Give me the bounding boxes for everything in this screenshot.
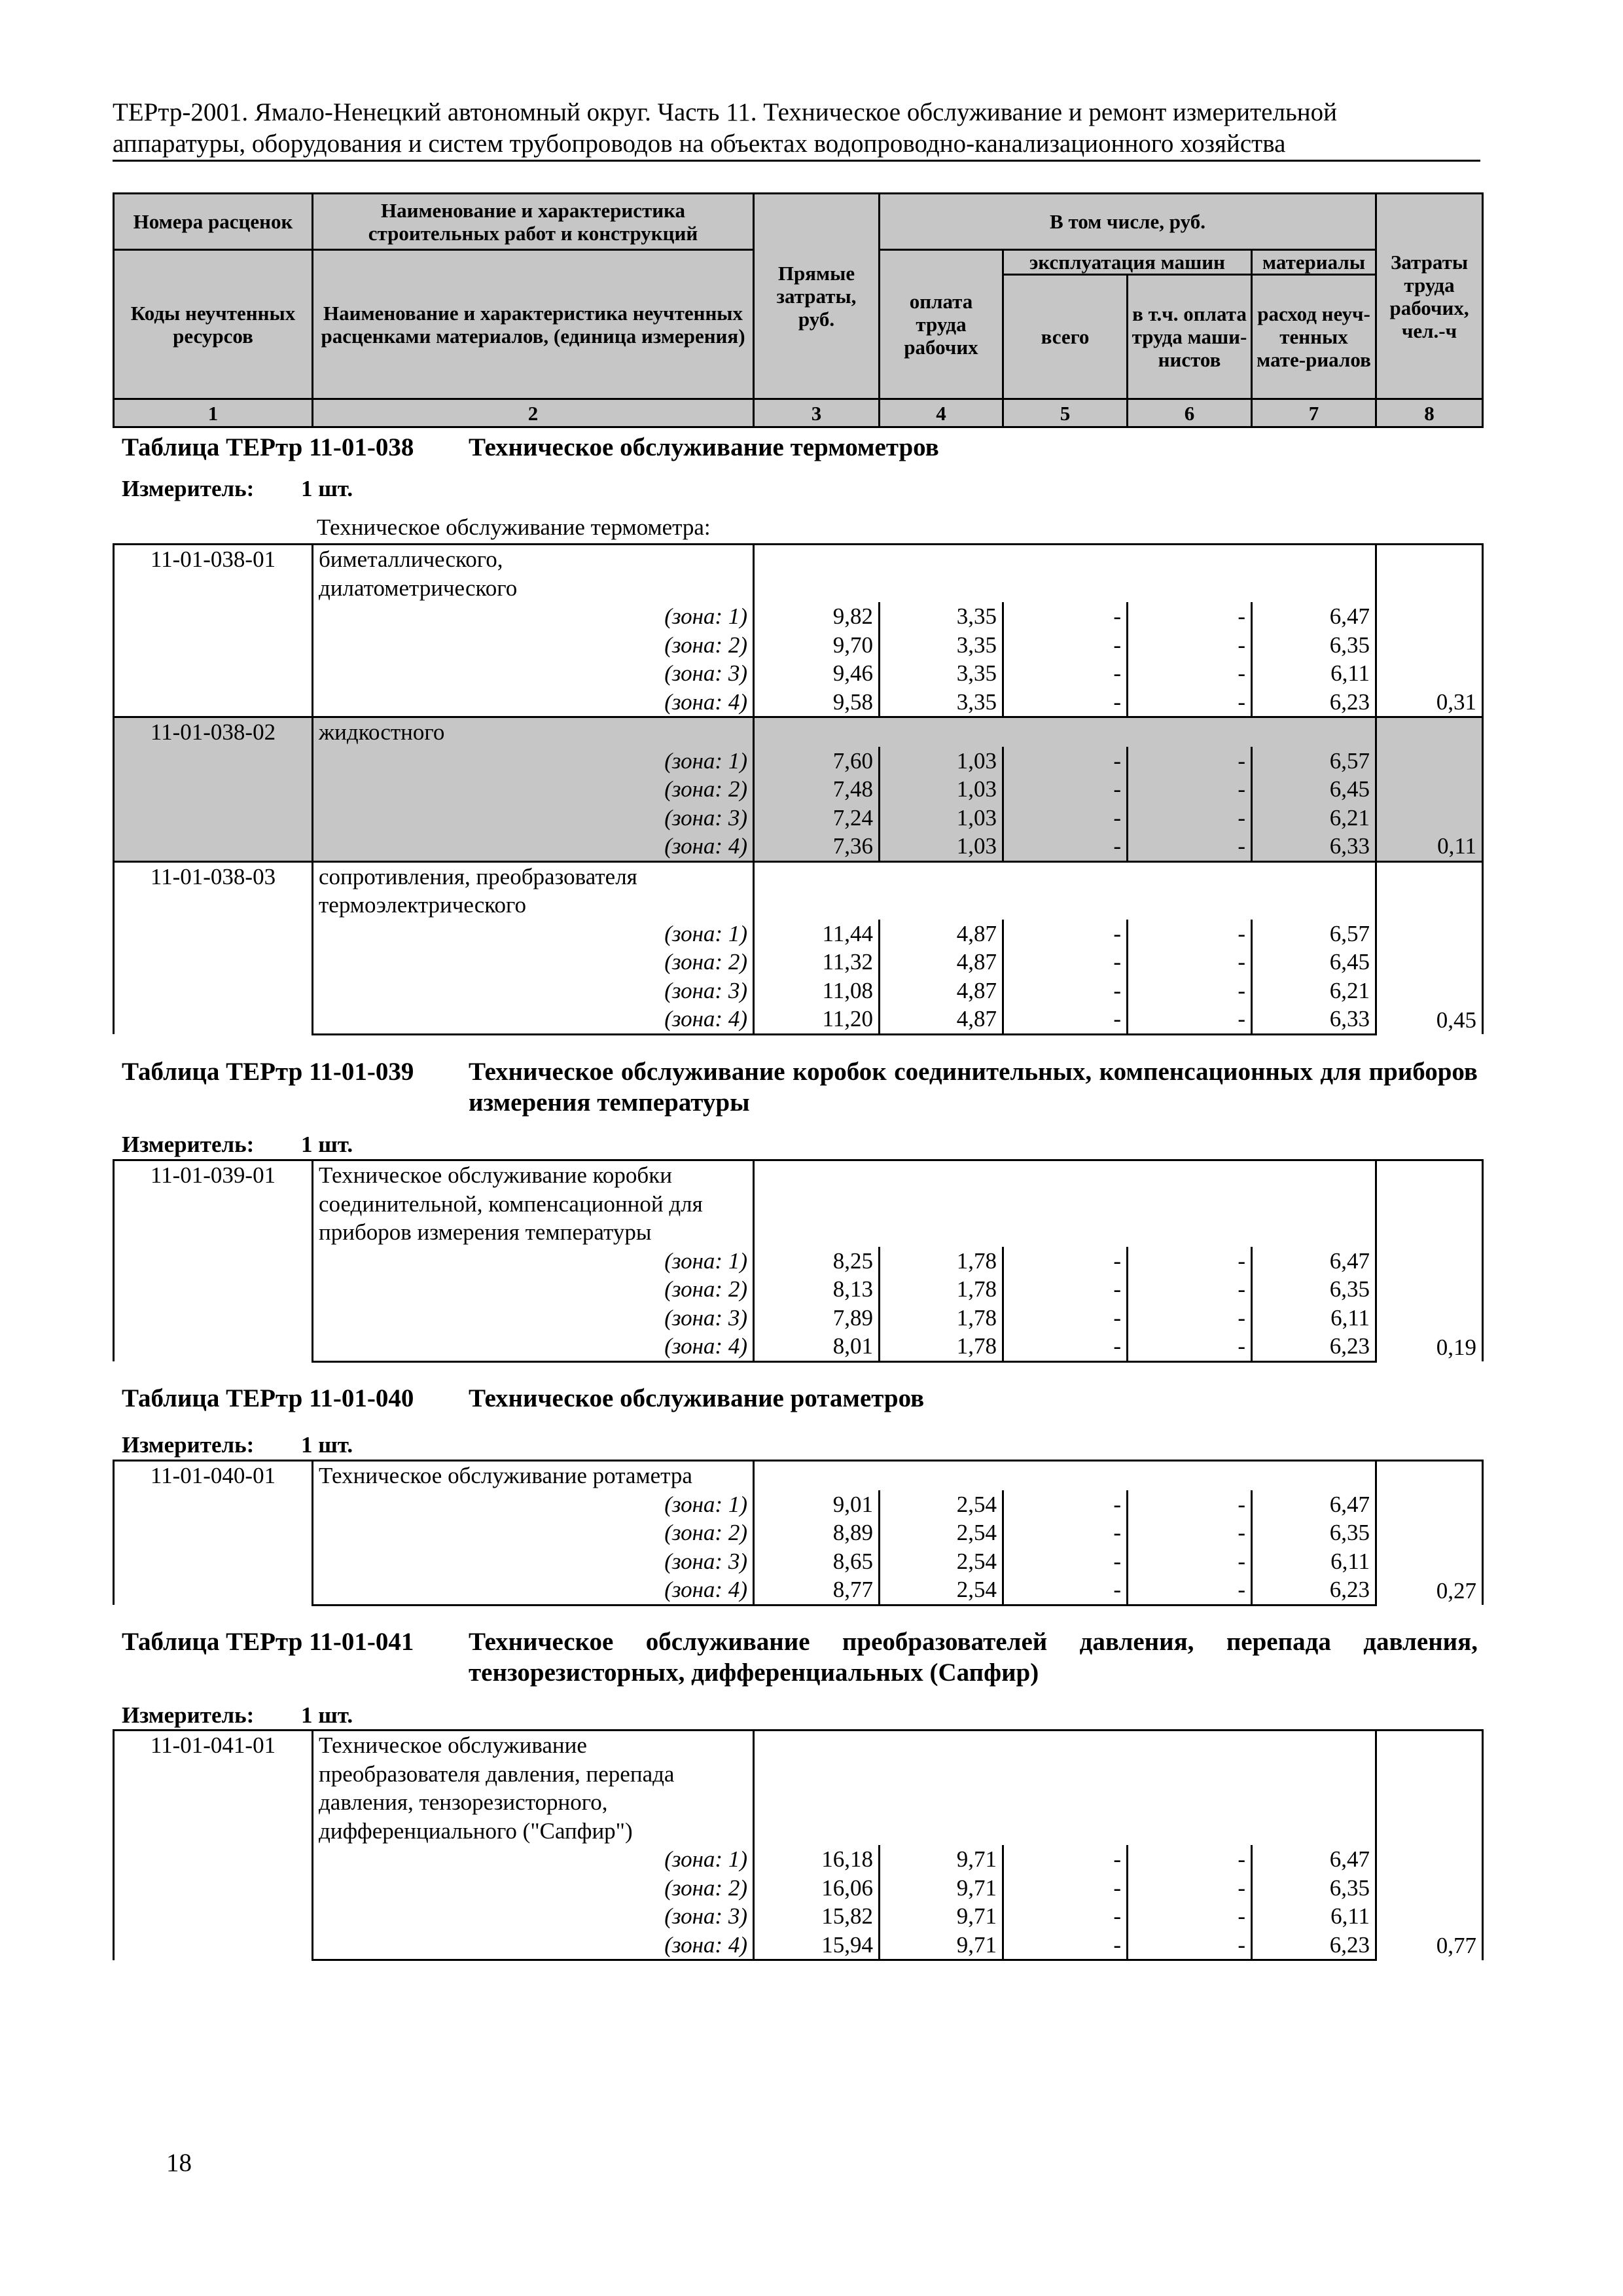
col7-header: расход неуч-тенных мате-риалов	[1252, 275, 1376, 399]
direct-cost: 9,70	[754, 631, 880, 660]
machinist-wage: -	[1128, 804, 1252, 833]
table-label: Таблица ТЕРтр 11-01-040	[122, 1384, 414, 1412]
worker-wage: 1,03	[880, 832, 1003, 861]
material-cost: 6,47	[1252, 1845, 1376, 1874]
zone-label: (зона: 3)	[313, 1304, 754, 1333]
price-table-038	[113, 543, 1482, 1035]
table-row	[114, 1547, 1483, 1576]
machinist-wage: -	[1128, 688, 1252, 717]
meter-value: 1 шт.	[301, 1432, 353, 1458]
worker-wage: 1,78	[880, 1247, 1003, 1276]
table-row	[114, 545, 1483, 574]
machine-cost: -	[1003, 1304, 1128, 1333]
machine-cost: -	[1003, 832, 1128, 861]
table-row	[114, 631, 1483, 660]
zone-label: (зона: 1)	[313, 1845, 754, 1874]
material-cost: 6,11	[1252, 1547, 1376, 1576]
table-label: Таблица ТЕРтр 11-01-038	[122, 433, 414, 461]
machinist-wage: -	[1128, 631, 1252, 660]
machinist-wage: -	[1128, 602, 1252, 631]
material-cost: 6,23	[1252, 688, 1376, 717]
labor-cost: 0,45	[1376, 861, 1483, 1034]
material-cost: 6,45	[1252, 948, 1376, 977]
meter-line-038	[122, 476, 353, 502]
machine-cost: -	[1003, 1275, 1128, 1304]
direct-cost: 11,08	[754, 977, 880, 1005]
work-name: приборов измерения температуры	[313, 1218, 754, 1247]
zone-label: (зона: 1)	[313, 747, 754, 776]
direct-cost: 8,65	[754, 1547, 880, 1576]
meter-label: Измеритель:	[122, 1432, 255, 1458]
machine-cost: -	[1003, 920, 1128, 948]
table-row	[114, 861, 1483, 891]
zone-label: (зона: 4)	[313, 1931, 754, 1960]
worker-wage: 4,87	[880, 948, 1003, 977]
table-row	[114, 688, 1483, 717]
col1-top-header: Номера расценок	[114, 194, 313, 250]
zone-label: (зона: 4)	[313, 688, 754, 717]
zone-label: (зона: 4)	[313, 1332, 754, 1361]
direct-cost: 16,06	[754, 1874, 880, 1903]
rate-code: 11-01-038-01	[114, 545, 313, 717]
work-name: Техническое обслуживание ротаметра	[313, 1461, 754, 1490]
col1-bottom-header: Коды неучтенных ресурсов	[114, 250, 313, 399]
material-cost: 6,47	[1252, 1490, 1376, 1519]
running-header-line-2: аппаратуры, оборудования и систем трубопроводов на объектах водопроводно-канализационного хозяйства	[113, 130, 1286, 158]
col8-header: Затраты труда рабочих, чел.-ч	[1376, 194, 1483, 399]
col-number: 7	[1252, 399, 1376, 427]
meter-line-041	[122, 1702, 353, 1729]
table-row	[114, 1731, 1483, 1760]
empty-cell	[754, 545, 1376, 603]
material-cost: 6,47	[1252, 1247, 1376, 1276]
zone-label: (зона: 1)	[313, 1247, 754, 1276]
col3-header: Прямые затраты, руб.	[754, 194, 880, 399]
direct-cost: 9,82	[754, 602, 880, 631]
zone-label: (зона: 3)	[313, 1547, 754, 1576]
material-cost: 6,33	[1252, 1005, 1376, 1034]
worker-wage: 9,71	[880, 1845, 1003, 1874]
meter-value: 1 шт.	[301, 476, 353, 501]
material-cost: 6,11	[1252, 1902, 1376, 1931]
price-table-041	[113, 1729, 1482, 1961]
col5-header: всего	[1003, 275, 1128, 399]
zone-label: (зона: 1)	[313, 602, 754, 631]
machine-cost: -	[1003, 602, 1128, 631]
worker-wage: 9,71	[880, 1931, 1003, 1960]
machinist-wage: -	[1128, 832, 1252, 861]
material-cost: 6,23	[1252, 1575, 1376, 1605]
page-number: 18	[166, 2149, 192, 2177]
machinist-wage: -	[1128, 1547, 1252, 1576]
machine-cost: -	[1003, 1874, 1128, 1903]
worker-wage: 3,35	[880, 688, 1003, 717]
table-label: Таблица ТЕРтр 11-01-039	[122, 1058, 414, 1086]
zone-label: (зона: 2)	[313, 775, 754, 804]
direct-cost: 8,13	[754, 1275, 880, 1304]
material-cost: 6,11	[1252, 1304, 1376, 1333]
col-number: 6	[1128, 399, 1252, 427]
including-header: В том числе, руб.	[880, 194, 1376, 250]
worker-wage: 4,87	[880, 1005, 1003, 1034]
table-row	[114, 1005, 1483, 1034]
materials-header: материалы	[1252, 250, 1376, 275]
work-name: дилатометрического	[313, 574, 754, 603]
meter-line-039	[122, 1132, 353, 1158]
machinist-wage: -	[1128, 1931, 1252, 1960]
worker-wage: 1,03	[880, 747, 1003, 776]
meter-label: Измеритель:	[122, 1702, 255, 1728]
column-number-row	[114, 399, 1483, 427]
zone-label: (зона: 3)	[313, 659, 754, 688]
material-cost: 6,35	[1252, 1518, 1376, 1547]
col2-top-header: Наименование и характеристика строительных работ и конструкций	[313, 194, 754, 250]
table-row	[114, 920, 1483, 948]
direct-cost: 15,82	[754, 1902, 880, 1931]
column-header-table	[113, 192, 1482, 428]
work-name: дифференциального ("Сапфир")	[313, 1817, 754, 1846]
worker-wage: 1,03	[880, 775, 1003, 804]
machines-header: эксплуатация машин	[1003, 250, 1252, 275]
direct-cost: 7,60	[754, 747, 880, 776]
machinist-wage: -	[1128, 1575, 1252, 1605]
labor-cost: 0,19	[1376, 1160, 1483, 1362]
rate-code: 11-01-038-02	[114, 717, 313, 862]
material-cost: 6,47	[1252, 602, 1376, 631]
direct-cost: 7,89	[754, 1304, 880, 1333]
machinist-wage: -	[1128, 1490, 1252, 1519]
machinist-wage: -	[1128, 1005, 1252, 1034]
meter-label: Измеритель:	[122, 1132, 255, 1157]
work-name: сопротивления, преобразователя	[313, 861, 754, 891]
work-name: давления, тензорезисторного,	[313, 1788, 754, 1817]
direct-cost: 7,24	[754, 804, 880, 833]
material-cost: 6,33	[1252, 832, 1376, 861]
direct-cost: 9,58	[754, 688, 880, 717]
machine-cost: -	[1003, 1575, 1128, 1605]
table-row	[114, 747, 1483, 776]
worker-wage: 3,35	[880, 602, 1003, 631]
machinist-wage: -	[1128, 1874, 1252, 1903]
direct-cost: 8,89	[754, 1518, 880, 1547]
machinist-wage: -	[1128, 1275, 1252, 1304]
running-header	[113, 97, 1480, 160]
table-row	[114, 1490, 1483, 1519]
machine-cost: -	[1003, 659, 1128, 688]
zone-label: (зона: 2)	[313, 631, 754, 660]
table-row	[114, 1575, 1483, 1605]
zone-label: (зона: 3)	[313, 1902, 754, 1931]
col-number: 3	[754, 399, 880, 427]
zone-label: (зона: 1)	[313, 920, 754, 948]
rate-code: 11-01-039-01	[114, 1160, 313, 1362]
machine-cost: -	[1003, 1931, 1128, 1960]
col-number: 4	[880, 399, 1003, 427]
worker-wage: 9,71	[880, 1874, 1003, 1903]
table-row	[114, 1332, 1483, 1361]
machine-cost: -	[1003, 1490, 1128, 1519]
zone-label: (зона: 4)	[313, 1575, 754, 1605]
worker-wage: 4,87	[880, 977, 1003, 1005]
table-row	[114, 1304, 1483, 1333]
col2-bottom-header: Наименование и характеристика неучтенных расценками материалов, (единица измерения)	[313, 250, 754, 399]
col-number: 8	[1376, 399, 1483, 427]
direct-cost: 11,32	[754, 948, 880, 977]
col6-header: в т.ч. оплата труда маши-нистов	[1128, 275, 1252, 399]
meter-value: 1 шт.	[301, 1702, 353, 1728]
worker-wage: 1,78	[880, 1332, 1003, 1361]
rate-code: 11-01-041-01	[114, 1731, 313, 1960]
table-row	[114, 948, 1483, 977]
worker-wage: 2,54	[880, 1547, 1003, 1576]
table-row	[114, 1275, 1483, 1304]
col-number: 1	[114, 399, 313, 427]
machine-cost: -	[1003, 1547, 1128, 1576]
table-row	[114, 832, 1483, 861]
machinist-wage: -	[1128, 1518, 1252, 1547]
table-title-text: Техническое обслуживание ротаметров	[469, 1384, 925, 1412]
worker-wage: 4,87	[880, 920, 1003, 948]
work-name: преобразователя давления, перепада	[313, 1760, 754, 1789]
zone-label: (зона: 2)	[313, 1874, 754, 1903]
machine-cost: -	[1003, 1332, 1128, 1361]
table-row	[114, 1160, 1483, 1190]
machinist-wage: -	[1128, 1332, 1252, 1361]
worker-wage: 2,54	[880, 1518, 1003, 1547]
direct-cost: 9,46	[754, 659, 880, 688]
machine-cost: -	[1003, 1518, 1128, 1547]
table-title-text: Техническое обслуживание преобразователей давления, перепада давления, тензорезисторных, дифференциальных (Сапфир)	[469, 1628, 1478, 1687]
direct-cost: 9,01	[754, 1490, 880, 1519]
labor-cost: 0,27	[1376, 1461, 1483, 1605]
col-number: 2	[313, 399, 754, 427]
material-cost: 6,45	[1252, 775, 1376, 804]
table-title-text: Техническое обслуживание термометров	[469, 433, 939, 461]
worker-wage: 1,78	[880, 1275, 1003, 1304]
zone-label: (зона: 4)	[313, 1005, 754, 1034]
direct-cost: 7,36	[754, 832, 880, 861]
rate-code: 11-01-040-01	[114, 1461, 313, 1605]
machinist-wage: -	[1128, 1304, 1252, 1333]
machinist-wage: -	[1128, 920, 1252, 948]
direct-cost: 11,44	[754, 920, 880, 948]
material-cost: 6,23	[1252, 1931, 1376, 1960]
machinist-wage: -	[1128, 977, 1252, 1005]
table-row	[114, 1874, 1483, 1903]
table-row	[114, 659, 1483, 688]
empty-cell	[754, 1160, 1376, 1247]
price-table-040	[113, 1460, 1482, 1606]
meter-label: Измеритель:	[122, 476, 255, 501]
machine-cost: -	[1003, 948, 1128, 977]
table-row	[114, 1845, 1483, 1874]
machine-cost: -	[1003, 688, 1128, 717]
col-number: 5	[1003, 399, 1128, 427]
machine-cost: -	[1003, 775, 1128, 804]
machine-cost: -	[1003, 631, 1128, 660]
machine-cost: -	[1003, 1247, 1128, 1276]
machinist-wage: -	[1128, 1247, 1252, 1276]
machine-cost: -	[1003, 1902, 1128, 1931]
material-cost: 6,35	[1252, 1874, 1376, 1903]
material-cost: 6,57	[1252, 920, 1376, 948]
zone-label: (зона: 2)	[313, 1518, 754, 1547]
zone-label: (зона: 3)	[313, 804, 754, 833]
empty-cell	[754, 717, 1376, 747]
labor-cost: 0,11	[1376, 717, 1483, 862]
machinist-wage: -	[1128, 1902, 1252, 1931]
worker-wage: 1,03	[880, 804, 1003, 833]
zone-label: (зона: 1)	[313, 1490, 754, 1519]
direct-cost: 8,77	[754, 1575, 880, 1605]
zone-label: (зона: 4)	[313, 832, 754, 861]
header-rule	[113, 160, 1480, 162]
price-table-039	[113, 1159, 1482, 1363]
work-name: соединительной, компенсационной для	[313, 1190, 754, 1219]
direct-cost: 11,20	[754, 1005, 880, 1034]
machinist-wage: -	[1128, 775, 1252, 804]
worker-wage: 3,35	[880, 631, 1003, 660]
table-row	[114, 717, 1483, 747]
machinist-wage: -	[1128, 1845, 1252, 1874]
meter-line-040	[122, 1432, 353, 1458]
direct-cost: 16,18	[754, 1845, 880, 1874]
direct-cost: 8,01	[754, 1332, 880, 1361]
machine-cost: -	[1003, 1845, 1128, 1874]
table-row	[114, 977, 1483, 1005]
running-header-line-1: ТЕРтр-2001. Ямало-Ненецкий автономный округ. Часть 11. Техническое обслуживание и ремонт измерительной	[113, 98, 1337, 126]
labor-cost: 0,77	[1376, 1731, 1483, 1960]
machine-cost: -	[1003, 1005, 1128, 1034]
direct-cost: 15,94	[754, 1931, 880, 1960]
worker-wage: 2,54	[880, 1575, 1003, 1605]
empty-cell	[754, 861, 1376, 920]
table-row	[114, 1902, 1483, 1931]
col4-header: оплата труда рабочих	[880, 250, 1003, 399]
worker-wage: 3,35	[880, 659, 1003, 688]
direct-cost: 7,48	[754, 775, 880, 804]
labor-cost: 0,31	[1376, 545, 1483, 717]
table-row	[114, 1247, 1483, 1276]
rate-code: 11-01-038-03	[114, 861, 313, 1034]
material-cost: 6,21	[1252, 977, 1376, 1005]
material-cost: 6,57	[1252, 747, 1376, 776]
work-name: Техническое обслуживание коробки	[313, 1160, 754, 1190]
worker-wage: 1,78	[880, 1304, 1003, 1333]
worker-wage: 9,71	[880, 1902, 1003, 1931]
machinist-wage: -	[1128, 747, 1252, 776]
material-cost: 6,11	[1252, 659, 1376, 688]
table-label: Таблица ТЕРтр 11-01-041	[122, 1628, 414, 1656]
machinist-wage: -	[1128, 659, 1252, 688]
meter-value: 1 шт.	[301, 1132, 353, 1157]
direct-cost: 8,25	[754, 1247, 880, 1276]
material-cost: 6,23	[1252, 1332, 1376, 1361]
table-row	[114, 1931, 1483, 1960]
empty-cell	[754, 1731, 1376, 1846]
table-row	[114, 1461, 1483, 1490]
work-name: Техническое обслуживание	[313, 1731, 754, 1760]
group-caption: Техническое обслуживание термометра:	[317, 514, 711, 540]
material-cost: 6,35	[1252, 1275, 1376, 1304]
material-cost: 6,21	[1252, 804, 1376, 833]
table-title-text: Техническое обслуживание коробок соединительных, компенсационных для приборов измерения температуры	[469, 1058, 1478, 1117]
work-name: жидкостного	[313, 717, 754, 747]
machine-cost: -	[1003, 747, 1128, 776]
work-name: термоэлектрического	[313, 891, 754, 920]
machinist-wage: -	[1128, 948, 1252, 977]
empty-cell	[754, 1461, 1376, 1490]
table-row	[114, 804, 1483, 833]
work-name: биметаллического,	[313, 545, 754, 574]
material-cost: 6,35	[1252, 631, 1376, 660]
machine-cost: -	[1003, 804, 1128, 833]
zone-label: (зона: 2)	[313, 948, 754, 977]
table-row	[114, 602, 1483, 631]
zone-label: (зона: 3)	[313, 977, 754, 1005]
table-row	[114, 775, 1483, 804]
table-row	[114, 1518, 1483, 1547]
worker-wage: 2,54	[880, 1490, 1003, 1519]
machine-cost: -	[1003, 977, 1128, 1005]
zone-label: (зона: 2)	[313, 1275, 754, 1304]
